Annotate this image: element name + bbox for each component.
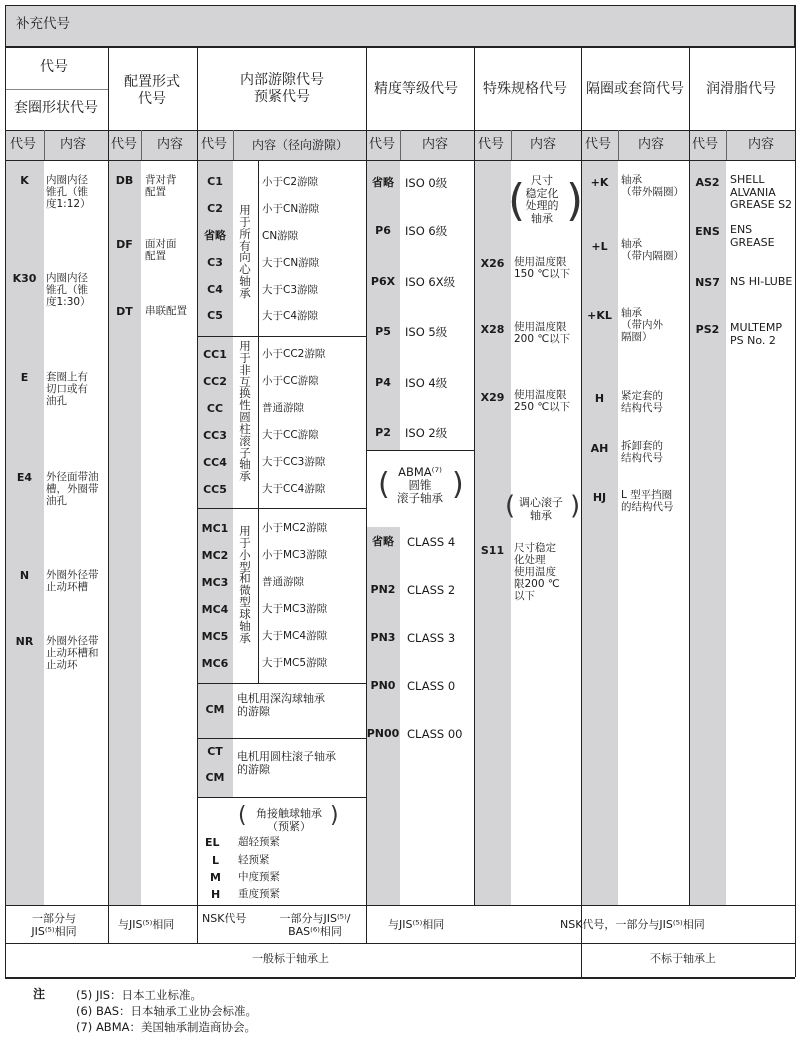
prefix-header-top: 代号 (40, 59, 68, 75)
clearance-desc: 小于C2游隙 (262, 176, 319, 188)
subheader-code: 代号 (478, 137, 505, 152)
clearance-code: CC4 (203, 456, 227, 469)
table-title: 补充代号 (16, 16, 70, 32)
precision-desc: ISO 6级 (405, 224, 448, 238)
precision-code: P2 (375, 426, 391, 439)
grease-desc: SHELL ALVANIA GREASE S2 (730, 173, 793, 212)
subheader-code: 代号 (10, 137, 37, 152)
subheader-content: 内容 (60, 137, 87, 152)
clearance-code: C3 (207, 256, 223, 269)
prefix-code: N (19, 569, 30, 582)
grease-desc: NS HI-LUBE (730, 275, 793, 288)
spacer-desc: L 型平挡圈 的结构代号 (621, 489, 674, 513)
footer-arrangement: 与JIS⁽⁵⁾相同 (118, 918, 175, 931)
preload-title: 角接触球轴承 （预紧） (256, 807, 322, 833)
clearance-code: 省略 (204, 229, 226, 242)
clearance-code: CC (206, 402, 224, 415)
special-desc: 使用温度限 200 ℃以下 (514, 321, 571, 345)
special-code: X29 (480, 391, 505, 404)
clearance-desc: 小于MC2游隙 (262, 522, 328, 534)
prefix-code: E4 (16, 471, 33, 484)
rule (5, 89, 108, 90)
preload-code: L (212, 854, 220, 867)
spacer-code: +KL (587, 309, 612, 322)
footer-clearance-b: 一部分与JIS⁽⁵⁾/ BAS⁽⁶⁾相同 (279, 912, 351, 938)
subheader-content: 内容 (157, 137, 184, 152)
arrangement-header: 配置形式 代号 (124, 74, 180, 107)
grease-code: NS7 (695, 276, 720, 289)
spacer-code: AH (590, 442, 609, 455)
prefix-desc: 外径面带油 槽，外圈带 油孔 (46, 471, 99, 507)
rule (689, 47, 690, 905)
clearance-code: C5 (207, 309, 223, 322)
special-header: 特殊规格代号 (483, 81, 567, 97)
arrangement-desc: 面对面 配置 (145, 238, 177, 262)
special-paren-right: ) (566, 175, 584, 226)
prefix-code: K (20, 174, 29, 187)
clearance-desc: 大于CC4游隙 (262, 483, 326, 495)
clearance-desc: 小于CC游隙 (262, 375, 319, 387)
abma-paren-right: ) (452, 467, 464, 502)
note-line: (6) BAS：日本轴承工业协会标准。 (76, 1004, 257, 1018)
subheader-content-radial: 内容（径向游隙） (252, 138, 349, 152)
title-bar (5, 5, 795, 47)
rule (197, 508, 366, 509)
preload-desc: 超轻预紧 (238, 836, 280, 848)
grease-desc: ENS GREASE (730, 223, 775, 249)
prefix-code: K30 (12, 272, 37, 285)
footer-prefix: 一部分与 JIS⁽⁵⁾相同 (31, 912, 77, 938)
special-code: X26 (480, 257, 505, 270)
abma-paren-left: ( (378, 467, 390, 502)
clearance-desc: 小于CC2游隙 (262, 348, 326, 360)
note-line: (5) JIS：日本工业标准。 (76, 988, 203, 1002)
clearance-group2-label: 用于非互换性圆柱滚子轴承 (239, 339, 251, 484)
clearance-code: MC2 (201, 549, 229, 562)
rule (44, 130, 45, 160)
precision-desc: ISO 5级 (405, 325, 448, 339)
spacer-code: +L (591, 240, 608, 253)
precision-desc: ISO 0级 (405, 176, 448, 190)
footer-unmarked: 不标于轴承上 (650, 952, 716, 965)
rule (726, 130, 727, 160)
notes-label: 注 (33, 987, 46, 1001)
special-group1-title: 尺寸 稳定化 处理的 轴承 (525, 174, 559, 225)
precision-code: P5 (375, 325, 391, 338)
footer-marked: 一般标于轴承上 (252, 952, 329, 965)
precision-desc: ISO 2级 (405, 426, 448, 440)
clearance-desc: CN游隙 (262, 230, 299, 242)
rule (197, 683, 366, 684)
abma-code: PN00 (366, 727, 400, 740)
clearance-code: C4 (207, 283, 223, 296)
grease-desc: MULTEMP PS No. 2 (730, 321, 782, 347)
clearance-desc: 小于CN游隙 (262, 203, 320, 215)
preload-paren-right: ) (330, 803, 339, 828)
grease-code: PS2 (695, 323, 720, 336)
abma-desc: CLASS 00 (407, 727, 463, 741)
clearance-code: CC2 (203, 375, 227, 388)
clearance-desc: 大于MC4游隙 (262, 630, 328, 642)
preload-desc: 轻预紧 (238, 854, 270, 866)
rule (5, 943, 795, 944)
abma-code: PN3 (370, 631, 396, 644)
preload-code: H (211, 888, 221, 901)
rule (5, 47, 795, 48)
subheader-content: 内容 (748, 137, 775, 152)
preload-code: EL (205, 836, 220, 849)
grease-header: 润滑脂代号 (706, 81, 776, 97)
clearance-code: MC6 (201, 657, 229, 670)
abma-desc: CLASS 4 (407, 535, 456, 549)
special-desc: 尺寸稳定 化处理 使用温度 限200 ℃ 以下 (514, 542, 560, 602)
footer-precision: 与JIS⁽⁵⁾相同 (388, 918, 445, 931)
rule (366, 450, 474, 451)
spacer-desc: 轴承 （带内外 隔圈） (621, 307, 663, 343)
special-code: S11 (480, 544, 505, 557)
clearance-group1-label: 用于所有向心轴承 (239, 203, 251, 300)
clearance-header: 内部游隙代号 预紧代号 (240, 72, 324, 105)
rule (5, 905, 795, 906)
clearance-code: MC4 (201, 603, 229, 616)
rule (141, 130, 142, 160)
prefix-header-bottom: 套圈形状代号 (14, 100, 98, 116)
arrangement-code: DB (115, 174, 134, 187)
clearance-code: C1 (207, 175, 223, 188)
subheader-code: 代号 (692, 137, 719, 152)
abma-desc: CLASS 0 (407, 679, 456, 693)
clearance-code: CC5 (203, 483, 227, 496)
special-code-column (474, 160, 511, 905)
clearance-code: CM (205, 771, 225, 784)
prefix-desc: 外圈外径带 止动环槽 (46, 569, 99, 593)
rule (5, 160, 795, 161)
spacer-header: 隔圈或套筒代号 (586, 81, 684, 97)
abma-code: PN0 (370, 679, 396, 692)
rule (474, 47, 475, 905)
precision-code: P6X (370, 275, 396, 288)
spacer-desc: 轴承 （带外隔圈） (621, 174, 684, 198)
special-paren-left: ( (508, 175, 526, 226)
footer-right: NSK代号，一部分与JIS⁽⁵⁾相同 (560, 918, 705, 931)
clearance-desc: 大于CC游隙 (262, 429, 319, 441)
rule (618, 130, 619, 160)
clearance-desc: 大于CC3游隙 (262, 456, 326, 468)
grease-code: AS2 (695, 176, 720, 189)
abma-desc: CLASS 2 (407, 583, 456, 597)
spacer-code: +K (590, 176, 609, 189)
special-desc: 使用温度限 150 ℃以下 (514, 256, 571, 280)
rule (233, 130, 234, 160)
rule (400, 130, 401, 160)
clearance-desc: 大于CN游隙 (262, 257, 320, 269)
rule (197, 336, 366, 337)
precision-desc: ISO 6X级 (405, 275, 456, 289)
prefix-desc: 外圈外径带 止动环槽和 止动环 (46, 635, 99, 671)
preload-desc: 中度预紧 (238, 871, 280, 883)
abma-code: PN2 (370, 583, 396, 596)
clearance-desc: 大于MC5游隙 (262, 657, 328, 669)
clearance-group3-label: 用于小型和微型球轴承 (239, 524, 251, 645)
clearance-code: MC3 (201, 576, 229, 589)
subheader-content: 内容 (638, 137, 665, 152)
rule (197, 738, 366, 739)
special2-paren-left: ( (505, 491, 516, 521)
spacer-code: HJ (592, 491, 607, 504)
preload-paren-left: ( (238, 803, 247, 828)
rule (795, 5, 796, 977)
rule (258, 160, 259, 180)
clearance-desc: 大于C3游隙 (262, 284, 319, 296)
prefix-code: NR (15, 635, 34, 648)
spacer-desc: 拆卸套的 结构代号 (621, 440, 663, 464)
clearance-code: CC1 (203, 348, 227, 361)
arrangement-desc: 串联配置 (145, 305, 187, 317)
spacer-code-column (581, 160, 618, 905)
clearance-code: CT (207, 745, 223, 758)
abma-desc: CLASS 3 (407, 631, 456, 645)
prefix-desc: 套圈上有 切口或有 油孔 (46, 371, 88, 407)
subheader-code: 代号 (111, 137, 138, 152)
preload-code: M (210, 871, 221, 884)
spacer-desc: 轴承 （带内隔圈） (621, 238, 684, 262)
abma-code: 省略 (372, 535, 394, 548)
subheader-content: 内容 (530, 137, 557, 152)
subheader-code: 代号 (585, 137, 612, 152)
prefix-desc: 内圈内径 锥孔（锥 度1:30） (46, 272, 91, 308)
precision-desc: ISO 4级 (405, 376, 448, 390)
grease-code: ENS (695, 225, 720, 238)
grease-code-column (689, 160, 726, 905)
subheader-content: 内容 (422, 137, 449, 152)
clearance-desc: 普通游隙 (262, 402, 304, 414)
precision-code: 省略 (372, 176, 394, 189)
clearance-code: MC1 (201, 522, 229, 535)
spacer-code: H (594, 392, 605, 405)
prefix-desc: 内圈内径 锥孔（锥 度1:12） (46, 174, 91, 210)
special-desc: 使用温度限 250 ℃以下 (514, 389, 571, 413)
subheader-code: 代号 (201, 137, 228, 152)
note-line: (7) ABMA：美国轴承制造商协会。 (76, 1020, 256, 1034)
clearance-code: CM (205, 703, 225, 716)
precision-code-column (366, 160, 400, 450)
special2-paren-right: ) (570, 491, 581, 521)
clearance-desc: 普通游隙 (262, 576, 304, 588)
clearance-desc: 大于C4游隙 (262, 310, 319, 322)
arrangement-desc: 背对背 配置 (145, 174, 177, 198)
arrangement-code: DT (116, 305, 133, 318)
arrangement-code: DF (116, 238, 133, 251)
clearance-desc: 小于MC3游隙 (262, 549, 328, 561)
abma-title: ABMA⁽⁷⁾ 圆锥 滚子轴承 (397, 465, 443, 506)
precision-header: 精度等级代号 (374, 81, 458, 97)
preload-desc: 重度预紧 (238, 888, 280, 900)
special-code: X28 (480, 323, 505, 336)
precision-code: P4 (375, 376, 391, 389)
rule (5, 977, 795, 979)
footer-clearance-a: NSK代号 (202, 912, 247, 925)
clearance-desc: 电机用深沟球轴承 的游隙 (237, 692, 325, 718)
special-group2-title: 调心滚子 轴承 (519, 496, 563, 522)
precision-code: P6 (375, 224, 391, 237)
rule (258, 160, 259, 683)
rule (511, 130, 512, 160)
rule (197, 797, 366, 798)
spacer-desc: 紧定套的 结构代号 (621, 390, 663, 414)
arrangement-code-column (108, 160, 141, 905)
clearance-code: MC5 (201, 630, 229, 643)
clearance-desc: 电机用圆柱滚子轴承 的游隙 (237, 750, 336, 776)
prefix-code: E (20, 371, 29, 384)
subheader-code: 代号 (369, 137, 396, 152)
clearance-desc: 大于MC3游隙 (262, 603, 328, 615)
clearance-code: CC3 (203, 429, 227, 442)
clearance-code: C2 (207, 202, 223, 215)
